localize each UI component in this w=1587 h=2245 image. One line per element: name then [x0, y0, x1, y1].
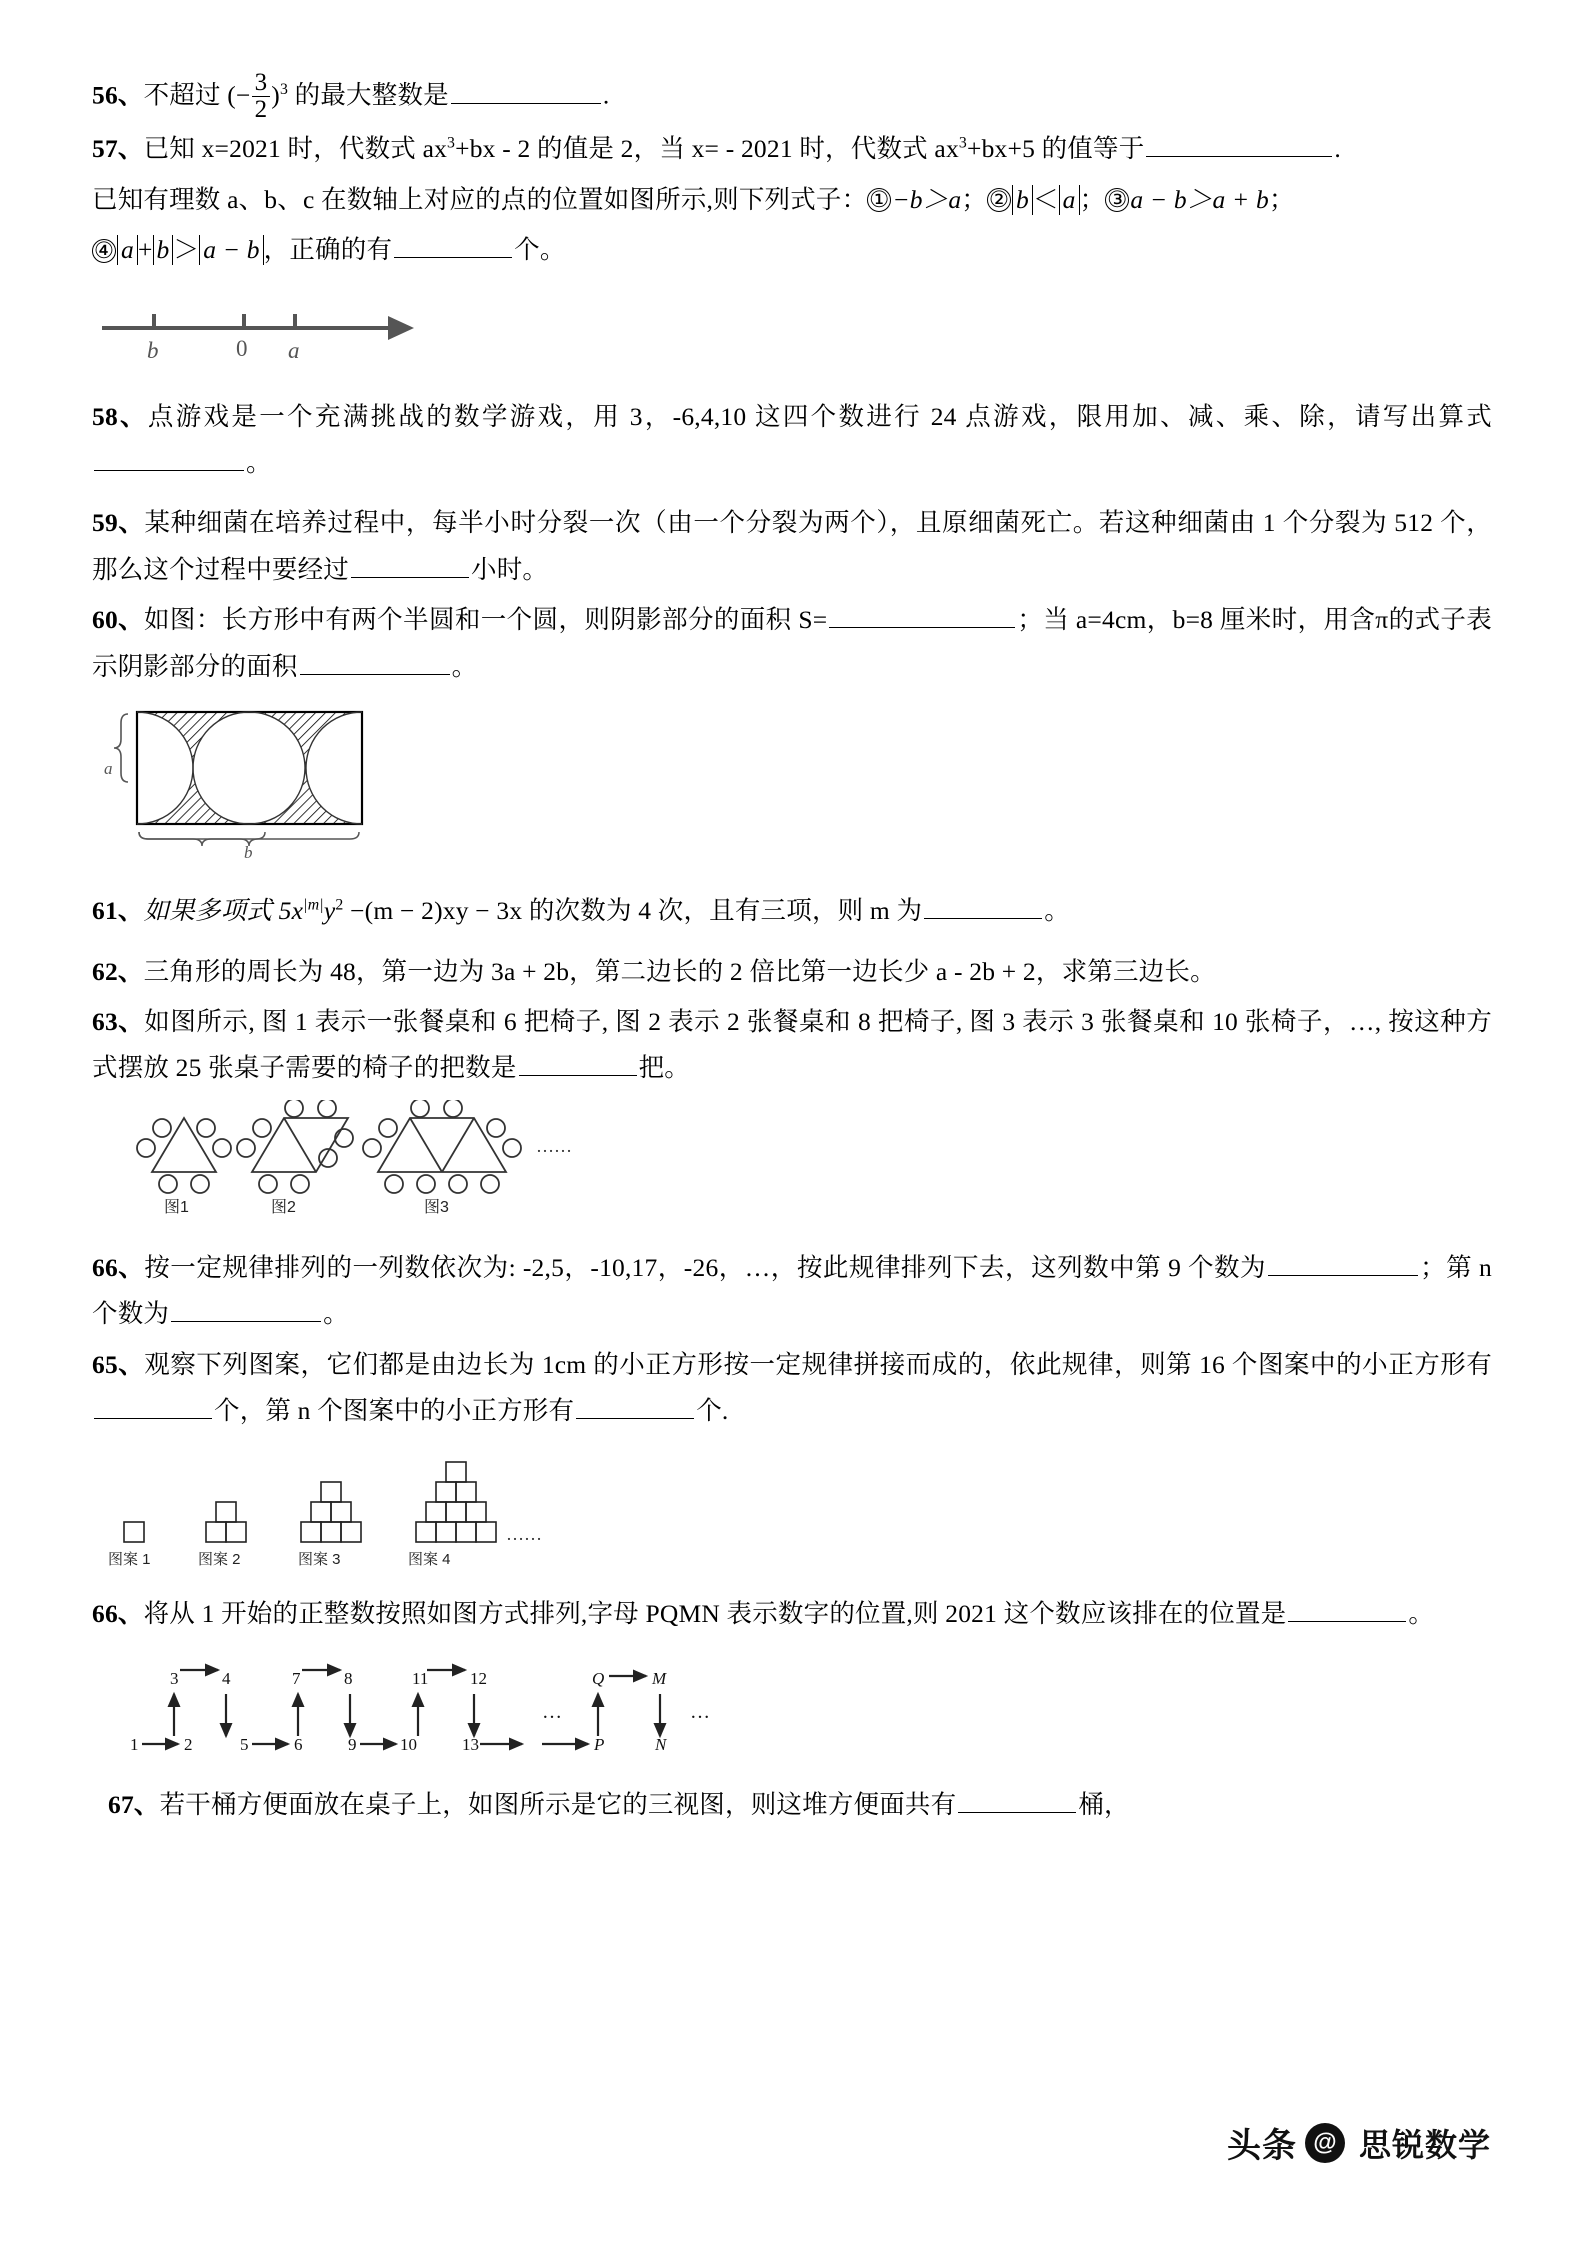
- number-line-label-0: 0: [236, 335, 248, 361]
- question-61-part1: 如果多项式 5x: [143, 896, 304, 926]
- square-pattern-ellipsis: ……: [506, 1524, 542, 1545]
- item-4-operator: ＞: [173, 235, 200, 265]
- answer-blank[interactable]: [958, 1785, 1076, 1813]
- rectangle-circles-svg: [102, 698, 392, 858]
- question-66b-tail: 。: [1408, 1599, 1435, 1629]
- item-marker-4: ④: [93, 237, 115, 263]
- question-63-tail: 把。: [638, 1053, 690, 1083]
- answer-blank[interactable]: [829, 601, 1015, 629]
- question-66a-tail: 。: [323, 1299, 349, 1329]
- tables-chairs-ellipsis: ……: [536, 1135, 572, 1156]
- question-61-number: 61、: [92, 896, 144, 926]
- number-line-svg: [92, 282, 432, 374]
- grid-label-13: 13: [462, 1734, 479, 1754]
- question-62-number: 62、: [92, 956, 144, 986]
- item-2-operator: ＜: [1032, 184, 1059, 214]
- question-58-tail: 。: [246, 448, 272, 478]
- figure-tables-chairs: [106, 1100, 1492, 1225]
- grid-label-1: 1: [130, 1734, 139, 1754]
- figure-number-grid: [122, 1652, 1492, 1762]
- tables-chairs-caption-3: 图3: [424, 1198, 449, 1216]
- question-57b-lead-text: 已知有理数 a、b、c 在数轴上对应的点的位置如图所示,则下列式子：: [92, 184, 868, 214]
- toutiao-logo: [1227, 2118, 1345, 2167]
- question-58: [92, 394, 1492, 487]
- question-66a: [92, 1245, 1492, 1338]
- grid-label-9: 9: [348, 1734, 357, 1754]
- toutiao-logo-text: 头条: [1226, 2127, 1297, 2165]
- question-63-number: 63、: [92, 1006, 145, 1036]
- question-66b: [92, 1591, 1492, 1637]
- question-56-number: 56、: [92, 80, 144, 110]
- item-4-abs-a: a: [117, 235, 138, 265]
- grid-label-N: N: [655, 1734, 667, 1754]
- fraction-three-halves: $\frac{3}{2}$: [252, 70, 271, 122]
- question-56-tail: .: [602, 80, 610, 110]
- answer-blank[interactable]: [1146, 130, 1332, 158]
- grid-label-12: 12: [470, 1668, 487, 1688]
- footer-watermark: [1227, 2118, 1491, 2167]
- question-57-part2: +bx - 2 的值是 2，当 x= - 2021 时，代数式 ax: [455, 134, 959, 164]
- question-65-tail: 个.: [696, 1395, 729, 1425]
- grid-ellipsis-2: …: [690, 1700, 710, 1723]
- question-57b-item4: [92, 227, 1492, 273]
- question-56-exponent: 3: [279, 81, 289, 99]
- grid-label-P: P: [594, 1734, 605, 1754]
- question-62-text: 三角形的周长为 48，第一边为 3a + 2b，第二边长的 2 倍比第一边长少 a - 2b + 2，求第三边长。: [143, 956, 1216, 986]
- question-58-text: 点游戏是一个充满挑战的数学游戏，用 3，-6,4,10 这四个数进行 24 点游戏，限用加、减、乘、除，请写出算式: [147, 401, 1492, 431]
- question-66a-part1: 按一定规律排列的一列数依次为: -2,5，-10,17，-26，…，按此规律排列下去，这列数中第 9 个数为: [144, 1252, 1267, 1282]
- item-marker-3: ③: [1107, 187, 1128, 213]
- question-57-number: 57、: [92, 134, 144, 164]
- question-57-exp2: 3: [958, 134, 968, 152]
- square-pattern-caption-4: 图案 4: [408, 1551, 451, 1569]
- question-56-text-after: 的最大整数是: [288, 80, 449, 110]
- question-60-tail: 。: [451, 651, 478, 681]
- answer-blank[interactable]: [1288, 1595, 1406, 1623]
- figure-square-pattern: [106, 1456, 1492, 1571]
- grid-label-5: 5: [240, 1734, 249, 1754]
- answer-blank[interactable]: [94, 443, 244, 471]
- question-56-text-mid: ): [271, 80, 280, 110]
- grid-label-6: 6: [294, 1734, 303, 1754]
- item-4-abs-a-minus-b: a − b: [199, 235, 263, 265]
- question-66b-text: 将从 1 开始的正整数按照如图方式排列,字母 PQMN 表示数字的位置,则 2021 这个数应该排在的位置是: [143, 1599, 1287, 1629]
- item-4-tail: ，正确的有: [263, 235, 393, 265]
- question-57: [92, 126, 1492, 172]
- grid-label-10: 10: [400, 1734, 417, 1754]
- question-57-exp1: 3: [447, 134, 456, 152]
- answer-blank[interactable]: [94, 1391, 212, 1419]
- square-pattern-caption-3: 图案 3: [298, 1551, 341, 1569]
- sep-1: ；: [961, 184, 988, 214]
- grid-label-4: 4: [222, 1668, 231, 1688]
- question-60-number: 60、: [92, 605, 145, 635]
- question-59: [92, 500, 1492, 593]
- sep-3: ；: [1268, 184, 1295, 214]
- answer-blank[interactable]: [519, 1049, 637, 1077]
- item-marker-2: ②: [988, 187, 1010, 213]
- item-2-abs-b: b: [1012, 185, 1033, 215]
- question-61-sup-m: |m|: [303, 896, 324, 914]
- question-65-number: 65、: [92, 1349, 145, 1379]
- square-pattern-caption-1: 图案 1: [108, 1551, 151, 1569]
- question-66b-number: 66、: [92, 1599, 144, 1629]
- grid-label-Q: Q: [592, 1668, 605, 1688]
- question-56-text-before: 不超过 (−: [143, 80, 251, 110]
- grid-ellipsis-1: …: [542, 1700, 562, 1723]
- number-line-label-b: b: [147, 337, 159, 363]
- answer-blank[interactable]: [451, 76, 601, 104]
- question-66a-number: 66、: [92, 1252, 145, 1282]
- number-line-label-a: a: [288, 337, 300, 363]
- grid-label-7: 7: [292, 1668, 301, 1688]
- item-4-plus: +: [137, 235, 153, 265]
- question-65-part1: 观察下列图案，它们都是由边长为 1cm 的小正方形按一定规律拼接而成的，依此规律，则第 16 个图案中的小正方形有: [144, 1349, 1492, 1379]
- question-67-text: 若干桶方便面放在桌子上，如图所示是它的三视图，则这堆方便面共有: [159, 1789, 957, 1819]
- answer-blank[interactable]: [351, 550, 469, 578]
- grid-label-2: 2: [184, 1734, 193, 1754]
- question-59-tail: 小时。: [471, 554, 549, 584]
- question-60-part1: 如图：长方形中有两个半圆和一个圆，则阴影部分的面积 S=: [144, 605, 828, 635]
- question-57-part1: 已知 x=2021 时，代数式 ax: [143, 134, 448, 164]
- question-67-tail: 桶，: [1078, 1789, 1130, 1819]
- at-symbol-icon: @: [1305, 2123, 1345, 2163]
- question-67: [92, 1782, 1492, 1828]
- tables-chairs-svg: [106, 1100, 606, 1225]
- answer-blank[interactable]: [1268, 1248, 1418, 1276]
- tables-chairs-caption-1: 图1: [164, 1198, 189, 1216]
- question-56: [92, 70, 1492, 122]
- question-61-part3: −(m − 2)xy − 3x 的次数为 4 次，且有三项，则 m 为: [343, 896, 923, 926]
- question-57-tail: .: [1334, 134, 1341, 164]
- question-62: [92, 949, 1492, 995]
- grid-label-11: 11: [412, 1668, 429, 1688]
- tables-chairs-caption-2: 图2: [271, 1198, 296, 1216]
- question-57b-lead: [92, 177, 1492, 223]
- item-1-expression: −b＞a: [892, 184, 962, 214]
- square-pattern-caption-2: 图案 2: [198, 1551, 241, 1569]
- question-61-tail: 。: [1044, 896, 1070, 926]
- sep-2: ；: [1079, 184, 1106, 214]
- question-65: [92, 1342, 1492, 1435]
- question-61-part2: y: [323, 896, 336, 926]
- question-59-number: 59、: [92, 508, 145, 538]
- answer-blank[interactable]: [171, 1294, 321, 1322]
- answer-blank[interactable]: [300, 647, 450, 675]
- answer-blank[interactable]: [576, 1391, 694, 1419]
- question-65-part2: 个，第 n 个图案中的小正方形有: [214, 1395, 575, 1425]
- grid-label-8: 8: [344, 1668, 353, 1688]
- rect-label-b: b: [244, 843, 253, 859]
- question-60: [92, 597, 1492, 690]
- rect-label-a: a: [104, 759, 113, 779]
- item-4-unit: 个。: [514, 235, 566, 265]
- question-61: [92, 888, 1492, 934]
- square-pattern-svg: [106, 1456, 606, 1571]
- item-marker-1: ①: [869, 187, 890, 213]
- question-58-number: 58、: [92, 401, 148, 431]
- grid-label-3: 3: [170, 1668, 179, 1688]
- question-66a-part2: ；第 n 个数为: [92, 1252, 1492, 1329]
- question-61-sup-2: 2: [335, 896, 344, 914]
- figure-rectangle-circles: [102, 698, 1492, 858]
- question-63-text: 如图所示, 图 1 表示一张餐桌和 6 把椅子, 图 2 表示 2 张餐桌和 8 把椅子, 图 3 表示 3 张餐桌和 10 张椅子，…, 按这种方式摆放 25 张桌子需要的椅子的把数是: [92, 1006, 1492, 1083]
- number-grid-svg: [122, 1652, 742, 1762]
- question-67-number: 67、: [108, 1789, 160, 1819]
- author-name: 思锐数学: [1358, 2126, 1491, 2163]
- item-4-abs-b: b: [153, 235, 174, 265]
- figure-number-line: [92, 282, 1492, 374]
- question-59-text: 某种细菌在培养过程中，每半小时分裂一次（由一个分裂为两个），且原细菌死亡。若这种细菌由 1 个分裂为 512 个，那么这个过程中要经过: [92, 508, 1492, 584]
- answer-blank[interactable]: [924, 891, 1042, 919]
- worksheet-content: [92, 70, 1492, 1832]
- item-2-abs-a: a: [1059, 185, 1080, 215]
- question-63: [92, 999, 1492, 1092]
- answer-blank[interactable]: [394, 230, 512, 258]
- question-60-part2: ；当 a=4cm，b=8 厘米时，用含π的式子表示阴影部分的面积: [92, 605, 1492, 681]
- grid-label-M: M: [652, 1668, 667, 1688]
- item-3-expression: a − b＞a + b: [1130, 184, 1269, 214]
- question-57-part3: +bx+5 的值等于: [967, 134, 1145, 164]
